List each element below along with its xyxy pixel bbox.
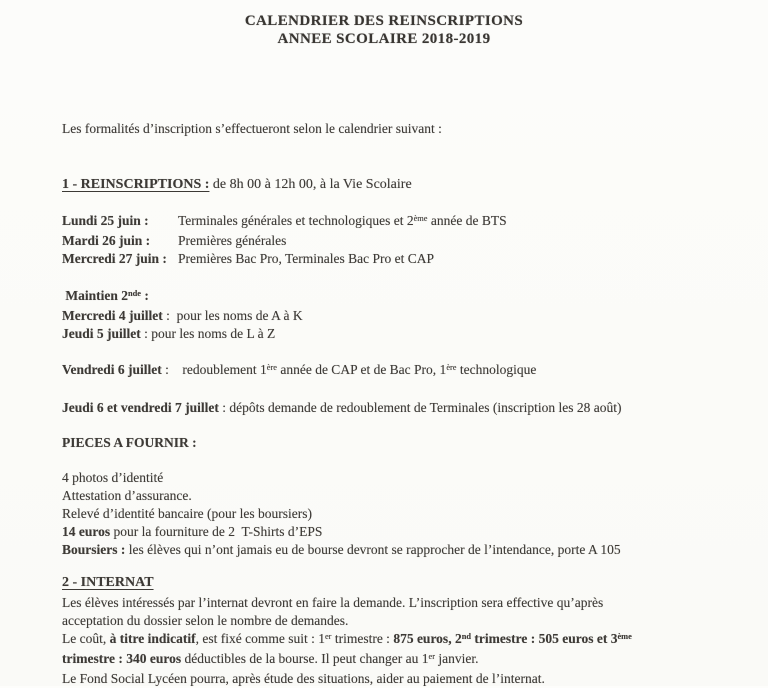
text-segment: nde (128, 289, 142, 299)
text-segment: Relevé d’identité bancaire (pour les boursiers) (62, 506, 313, 521)
text-segment: Mardi 26 juin : (62, 233, 151, 248)
internat-paragraph (62, 594, 758, 688)
text-segment: à titre indicatif (109, 631, 196, 646)
pieces-a-fournir-heading (62, 434, 758, 452)
schedule-description (178, 232, 286, 250)
text-segment: nd (461, 632, 472, 642)
text-segment: er (324, 632, 332, 642)
text-segment: ère (266, 363, 277, 373)
text-segment: er (428, 652, 436, 662)
internat-line-5 (62, 670, 758, 688)
text-segment: : dépôts demande de redoublement de Terminales (inscription les 28 août) (218, 400, 622, 415)
text-segment: année de CAP et de Bac Pro, 1 (276, 362, 447, 377)
text-segment: trimestre : 505 euros et 3 (471, 631, 618, 646)
internat-line-4 (62, 650, 758, 670)
section-2-heading (62, 574, 758, 592)
depots-row-jeudi-6-vendredi-7 (62, 399, 758, 417)
schedule-row-mercredi-27-juin (62, 250, 758, 268)
schedule-description (178, 212, 507, 232)
pieces-item-photos (62, 469, 758, 487)
text-segment: 875 euros, 2 (393, 631, 462, 646)
text-segment: Boursiers : (62, 542, 126, 557)
text-segment: Terminales générales et technologiques et 2 (178, 213, 414, 228)
text-segment: Premières générales (178, 233, 287, 248)
text-segment: , est fixé comme suit : 1 (195, 631, 325, 646)
title-line-1: CALENDRIER DES REINSCRIPTIONS (244, 13, 524, 29)
internat-line-3 (62, 630, 758, 650)
text-segment: Jeudi 6 et vendredi 7 juillet (62, 400, 219, 415)
schedule-row-mardi-26-juin (62, 232, 758, 250)
title-line-2: ANNEE SCOLAIRE 2018-2019 (277, 31, 491, 47)
schedule-date-label (62, 232, 178, 250)
maintien-row-mercredi-4-juillet (62, 307, 758, 325)
maintien-heading (62, 287, 758, 307)
text-segment: 4 photos d’identité (62, 470, 164, 485)
text-segment: Maintien 2 (62, 288, 128, 303)
schedule-row-lundi-25-juin (62, 212, 758, 232)
redoublement-row-vendredi-6-juillet (62, 361, 758, 381)
pieces-a-fournir-list (62, 469, 758, 559)
pieces-item-boursiers (62, 541, 758, 559)
pieces-item-assurance (62, 487, 758, 505)
text-segment: ème (413, 214, 428, 224)
text-segment: trimestre : 340 euros (62, 651, 182, 666)
text-segment: Mercredi 4 juillet (62, 308, 163, 323)
text-segment: : pour les noms de L à Z (140, 326, 276, 341)
text-segment: technologique (456, 362, 537, 377)
document-body (0, 120, 768, 688)
text-segment: 1 - REINSCRIPTIONS : (62, 177, 210, 192)
text-segment: acceptation du dossier selon le nombre de demandes. (62, 613, 349, 628)
section-1-heading (62, 176, 758, 194)
internat-line-2 (62, 612, 758, 630)
text-segment: 2 - INTERNAT (62, 575, 154, 590)
text-segment: PIECES A FOURNIR : (62, 435, 197, 450)
text-segment: Jeudi 5 juillet (62, 326, 141, 341)
text-segment: de 8h 00 à 12h 00, à la Vie Scolaire (209, 177, 412, 192)
text-segment: Vendredi 6 juillet (62, 362, 162, 377)
text-segment: janvier. (435, 651, 479, 666)
reinscriptions-schedule (62, 212, 758, 268)
maintien-row-jeudi-5-juillet (62, 325, 758, 343)
pieces-item-euros-tshirts (62, 523, 758, 541)
maintien-seconde-block (62, 287, 758, 343)
text-segment: Le Fond Social Lycéen pourra, après étude des situations, aider au paiement de l’internat. (62, 671, 545, 686)
text-segment: déductibles de la bourse. Il peut changer au 1 (181, 651, 429, 666)
text-segment: Les élèves intéressés par l’internat devront en faire la demande. L’inscription sera effective qu’après (62, 595, 604, 610)
text-segment: Attestation d’assurance. (62, 488, 192, 503)
schedule-date-label (62, 250, 178, 268)
text-segment: : (141, 288, 149, 303)
text-segment: ème (617, 632, 632, 642)
text-segment: 14 euros (62, 524, 111, 539)
document-title (0, 12, 768, 48)
text-segment: Lundi 25 juin : (62, 213, 149, 228)
text-segment: trimestre : (331, 631, 394, 646)
text-segment: ère (446, 363, 457, 373)
text-segment: les élèves qui n’ont jamais eu de bourse devront se rapprocher de l’intendance, porte A 105 (125, 542, 621, 557)
intro-paragraph: Les formalités d’inscription s’effectueront selon le calendrier suivant : (62, 121, 442, 136)
text-segment: année de BTS (427, 213, 507, 228)
text-segment: : redoublement 1 (161, 362, 267, 377)
text-segment: Premières Bac Pro, Terminales Bac Pro et CAP (178, 251, 435, 266)
schedule-description (178, 250, 434, 268)
pieces-item-rib (62, 505, 758, 523)
internat-line-1 (62, 594, 758, 612)
text-segment: Le coût, (62, 631, 110, 646)
schedule-date-label (62, 212, 178, 232)
text-segment: : pour les noms de A à K (162, 308, 303, 323)
text-segment: Mercredi 27 juin : (62, 251, 167, 266)
text-segment: pour la fourniture de 2 T-Shirts d’EPS (110, 524, 323, 539)
